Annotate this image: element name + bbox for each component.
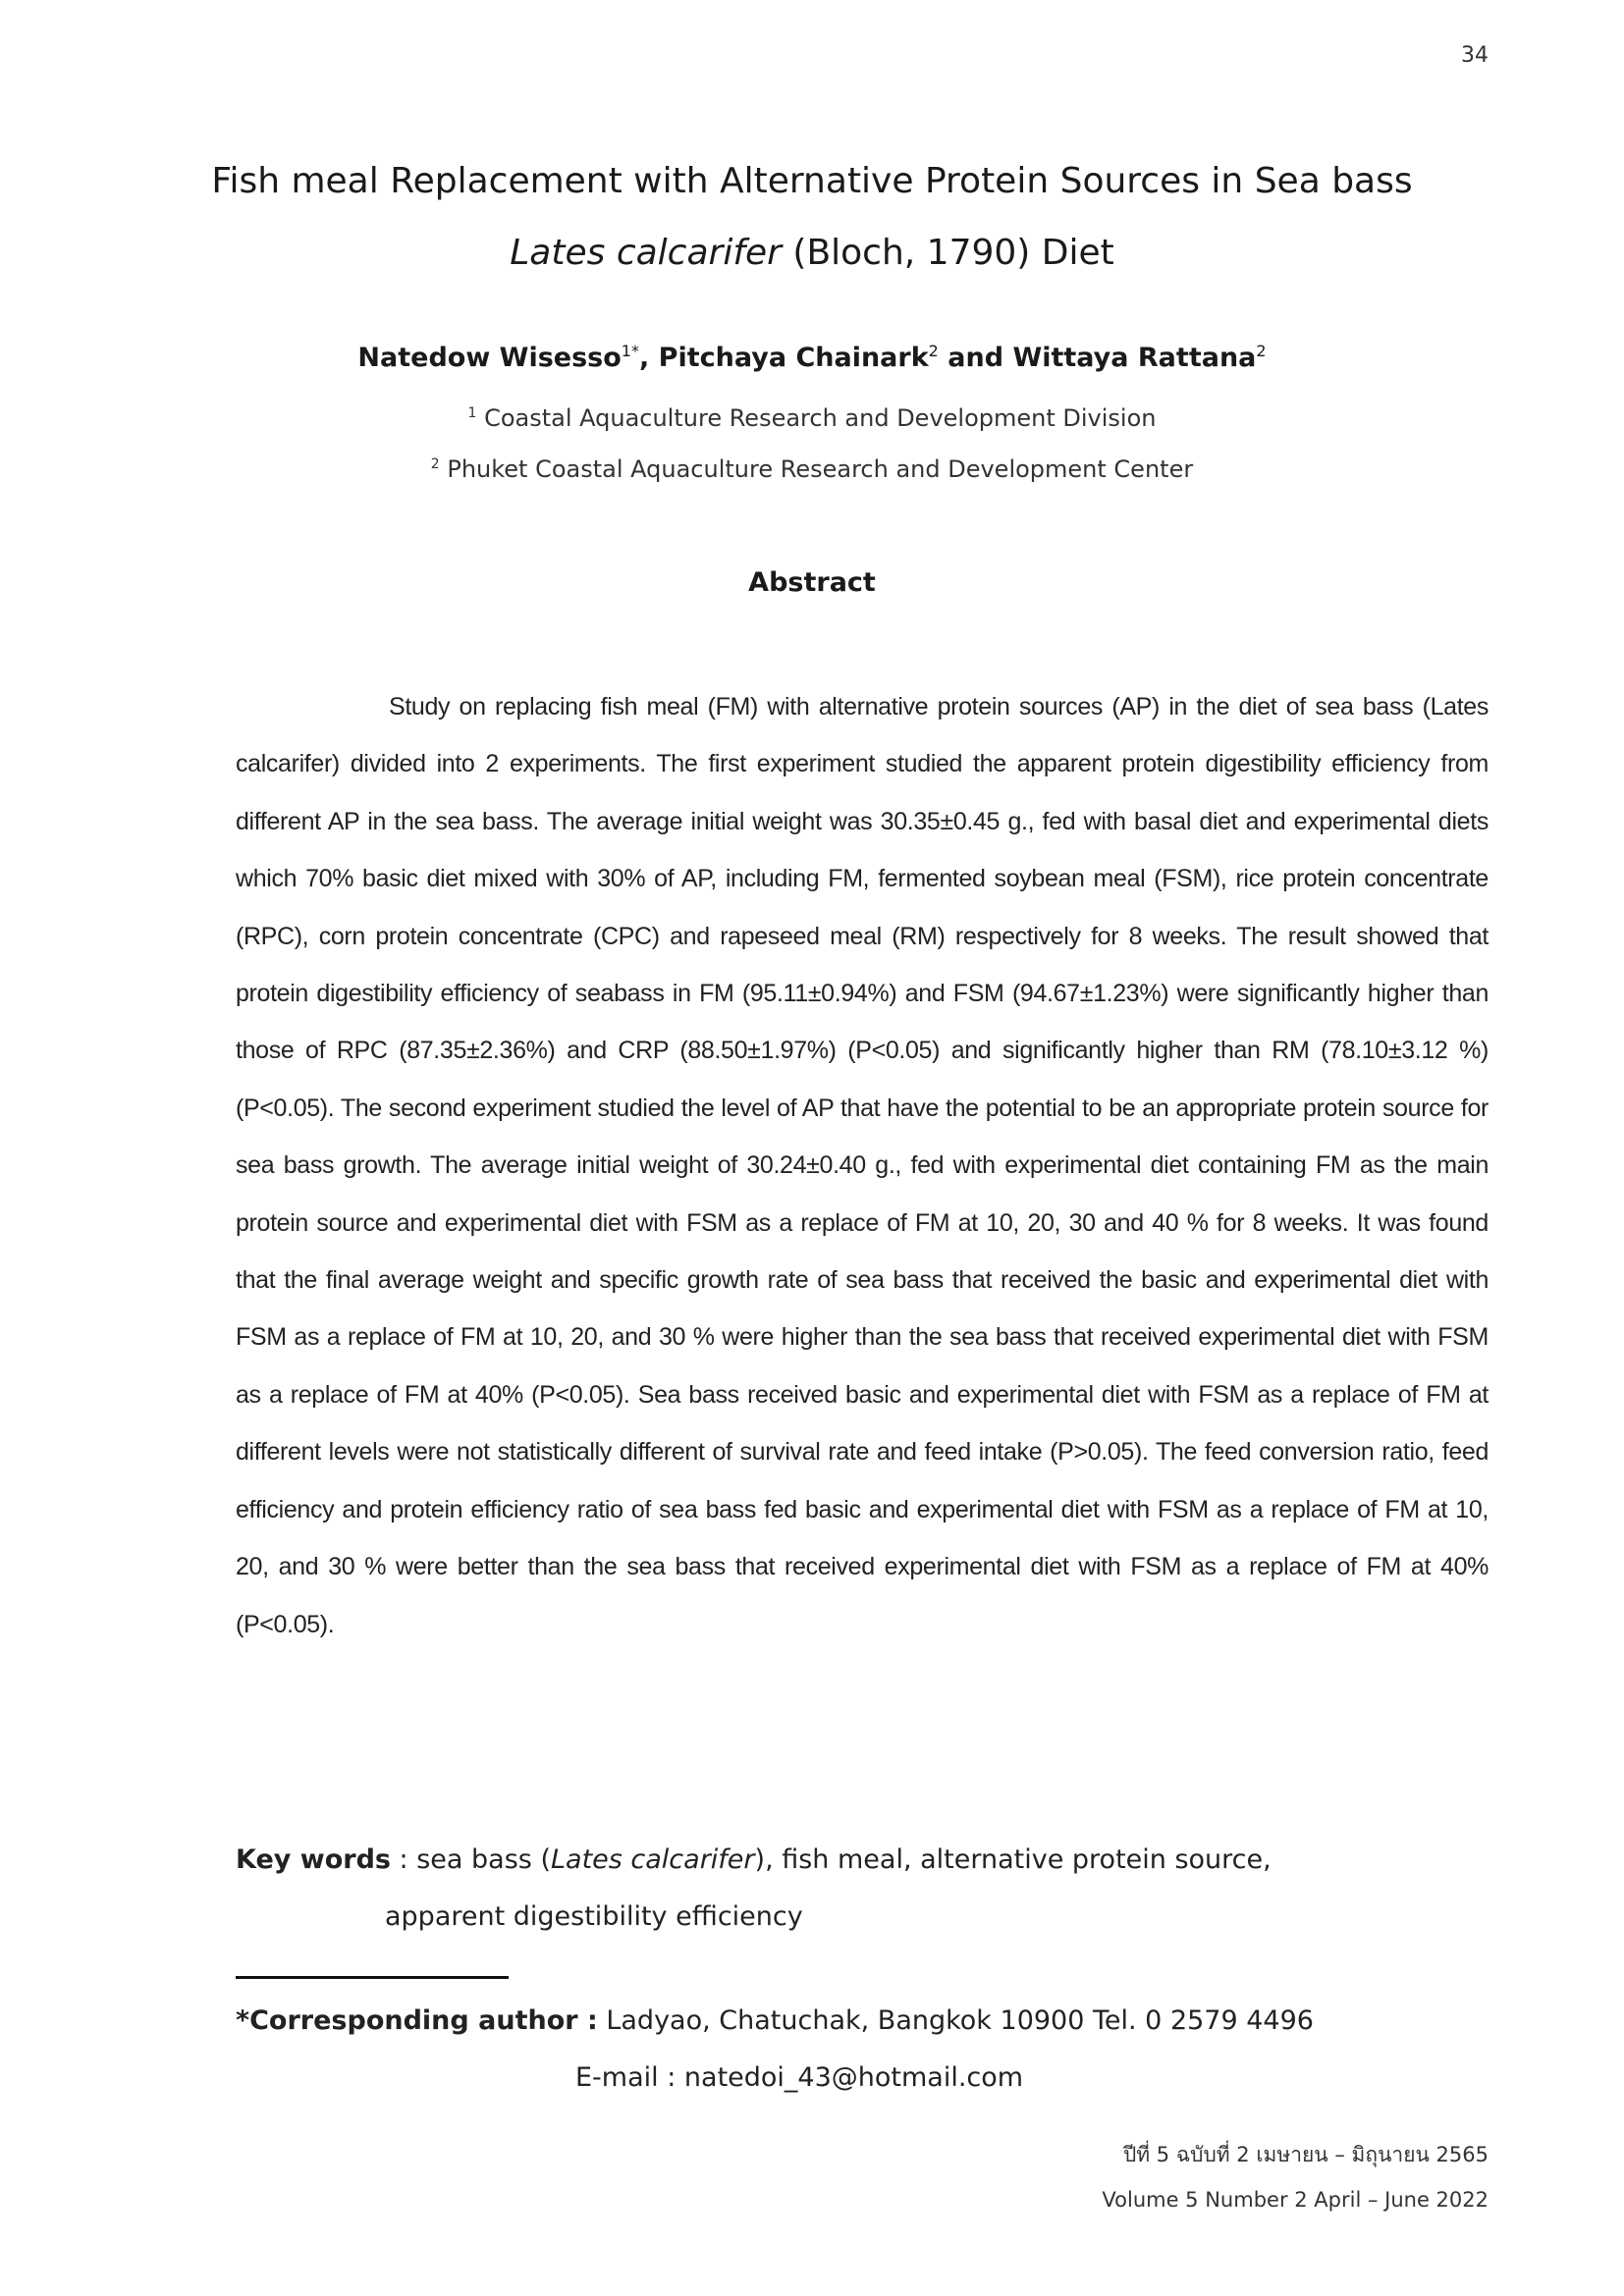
author-separator: and	[938, 343, 1013, 373]
corresponding-email: E-mail : natedoi_43@hotmail.com	[575, 2062, 1024, 2093]
keywords-separator: :	[390, 1844, 417, 1875]
author-name: Pitchaya Chainark	[658, 343, 929, 373]
keywords-line-2: apparent digestibility efficiency	[385, 1901, 803, 1932]
issue-english: Volume 5 Number 2 April – June 2022	[1102, 2188, 1489, 2212]
issue-thai: ปีที่ 5 ฉบับที่ 2 เมษายน – มิถุนายน 2565	[1122, 2143, 1489, 2166]
affiliation-text: Phuket Coastal Aquaculture Research and Development Center	[447, 455, 1194, 483]
affiliation-2	[0, 455, 1624, 483]
keywords-line-1-start: sea bass (	[416, 1844, 551, 1875]
affiliation-text: Coastal Aquaculture Research and Development Division	[484, 404, 1157, 432]
author-name: Natedow Wisesso	[357, 343, 622, 373]
author-affiliation-mark: 2	[1256, 342, 1267, 360]
affiliation-mark: 1	[467, 405, 477, 421]
abstract-heading: Abstract	[748, 567, 876, 598]
page-number: 34	[1461, 43, 1489, 68]
affiliation-1	[0, 404, 1624, 432]
author-affiliation-mark: 2	[928, 342, 939, 360]
corresponding-label: *Corresponding author :	[236, 2005, 598, 2036]
corresponding-author	[236, 1993, 1512, 2107]
keywords-label: Key words	[236, 1844, 391, 1875]
keywords-line-1-end: ), fish meal, alternative protein source,	[754, 1844, 1272, 1875]
title-scientific-name: Lates calcarifer	[510, 233, 782, 273]
journal-issue-footer	[1102, 2132, 1489, 2222]
author-affiliation-mark: 1*	[621, 342, 639, 360]
affiliation-mark: 2	[430, 456, 440, 472]
author-list	[0, 342, 1624, 373]
corresponding-address: Ladyao, Chatuchak, Bangkok 10900 Tel. 0 2579 4496	[597, 2005, 1314, 2036]
keywords	[236, 1832, 1489, 1946]
title-line-1: Fish meal Replacement with Alternative Protein Sources in Sea bass	[211, 161, 1413, 201]
keywords-scientific-name: Lates calcarifer	[550, 1844, 755, 1875]
author-separator: ,	[638, 343, 659, 373]
paper-title	[0, 145, 1624, 289]
title-line-2	[0, 217, 1624, 289]
title-line-2-rest: (Bloch, 1790) Diet	[781, 233, 1114, 273]
abstract-body: Study on replacing fish meal (FM) with alternative protein sources (AP) in the diet of sea bass (Lates calcarifer) divided into 2 experiments. The first experiment studied the apparent protein digestibility efficiency from different AP in the sea bass. The average initial weight was 30.35±0.45 g., fed with basal diet and experimental diets which 70% basic diet mixed with 30% of AP, including FM, fermented soybean meal (FSM), rice protein concentrate (RPC), corn protein concentrate (CPC) and rapeseed meal (RM) respectively for 8 weeks. The result showed that protein digestibility efficiency of seabass in FM (95.11±0.94%) and FSM (94.67±1.23%) were significantly higher than those of RPC (87.35±2.36%) and CRP (88.50±1.97%) (P<0.05) and significantly higher than RM (78.10±3.12 %) (P<0.05). The second experiment studied the level of AP that have the potential to be an appropriate protein source for sea bass growth. The average initial weight of 30.24±0.40 g., fed with experimental diet containing FM as the main protein source and experimental diet with FSM as a replace of FM at 10, 20, 30 and 40 % for 8 weeks. It was found that the final average weight and specific growth rate of sea bass that received the basic and experimental diet with FSM as a replace of FM at 10, 20, and 30 % were higher than the sea bass that received experimental diet with FSM as a replace of FM at 40% (P<0.05). Sea bass received basic and experimental diet with FSM as a replace of FM at different levels were not statistically different of survival rate and feed intake (P>0.05). The feed conversion ratio, feed efficiency and protein efficiency ratio of sea bass fed basic and experimental diet with FSM as a replace of FM at 10, 20, and 30 % were better than the sea bass that received experimental diet with FSM as a replace of FM at 40% (P<0.05).	[236, 693, 1489, 1638]
footnote-divider	[236, 1976, 509, 1979]
author-name: Wittaya Rattana	[1012, 343, 1257, 373]
